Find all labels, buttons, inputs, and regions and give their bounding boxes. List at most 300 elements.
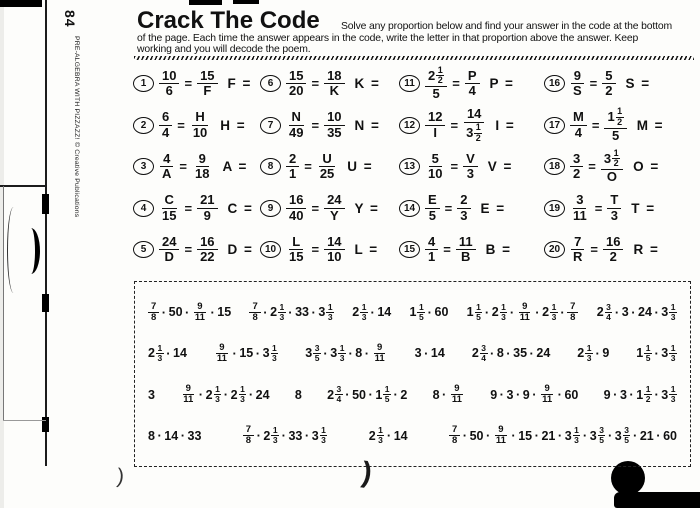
proportion-rhs	[192, 152, 212, 182]
small-fraction	[585, 344, 593, 364]
proportion-rhs	[190, 110, 210, 140]
number: 3	[148, 387, 155, 402]
answer-label: H =	[220, 117, 247, 133]
problem-item	[544, 229, 693, 271]
denominator: 11	[519, 311, 530, 323]
multiplication-dot: ·	[534, 428, 539, 444]
denominator: 2	[437, 75, 443, 86]
number: 14	[466, 106, 482, 122]
denominator	[464, 167, 477, 182]
small-fraction	[550, 303, 558, 323]
numerator: 1	[327, 301, 333, 312]
multiplication-dot: ·	[288, 304, 293, 320]
denominator: 3	[670, 352, 676, 363]
number: M	[573, 109, 584, 125]
numerator	[286, 152, 299, 168]
small-fraction	[669, 303, 677, 323]
number: 50	[352, 387, 366, 402]
numerator	[607, 193, 621, 209]
numerator: 9	[519, 302, 530, 313]
fraction	[539, 384, 555, 406]
number: 15	[289, 249, 304, 265]
problem-number: 4	[133, 200, 154, 217]
denominator: 5	[476, 311, 481, 322]
answer-label: N =	[354, 117, 381, 133]
fraction	[493, 425, 509, 447]
denominator: 3	[279, 311, 285, 322]
number: S	[573, 83, 582, 99]
whole-number: 3	[330, 346, 338, 361]
numerator	[162, 193, 177, 209]
problem-item	[544, 63, 693, 105]
page-number: 84	[62, 10, 78, 28]
mixed-number	[231, 385, 247, 405]
answer-label: D =	[227, 242, 254, 258]
mixed-number	[577, 344, 593, 364]
proportion-lhs	[425, 110, 445, 140]
number: 9	[573, 67, 581, 83]
publisher-line-2: © Creative Publications	[73, 141, 80, 217]
denominator: 3	[339, 352, 345, 363]
numerator: 3	[599, 424, 604, 435]
numerator: 3	[314, 342, 320, 353]
numerator: 1	[551, 301, 557, 312]
number: 33	[295, 305, 310, 320]
multiplication-dot: ·	[386, 428, 392, 444]
mixed-number	[327, 385, 343, 405]
number: A	[162, 166, 172, 182]
numerator	[289, 110, 304, 126]
numerator: 9	[541, 384, 552, 395]
equals-sign: =	[452, 76, 460, 92]
numerator: 1	[339, 342, 345, 353]
denominator: 3	[240, 394, 245, 405]
whole-number: 2	[205, 387, 213, 402]
numerator: 9	[495, 425, 506, 436]
numerator	[289, 235, 303, 251]
problem-number: 18	[544, 158, 565, 175]
problem-number: 6	[260, 75, 281, 92]
number: 8	[496, 346, 504, 361]
multiplication-dot: ·	[232, 345, 237, 361]
denominator	[286, 209, 306, 224]
denominator: 3	[574, 435, 579, 446]
multiplication-dot: ·	[166, 345, 171, 361]
numerator: 1	[418, 301, 424, 312]
number: 60	[434, 305, 449, 320]
denominator: 3	[586, 352, 592, 363]
fraction	[517, 302, 533, 324]
multiplication-dot: ·	[256, 428, 261, 444]
equals-sign: =	[591, 117, 600, 133]
number: 22	[200, 249, 215, 265]
number: 3	[576, 192, 584, 208]
problem-item	[399, 188, 544, 230]
numerator	[159, 235, 179, 251]
fraction	[449, 425, 460, 447]
number: 60	[564, 387, 579, 402]
equals-sign: =	[311, 242, 320, 258]
number: P	[467, 67, 477, 83]
number: 5	[611, 127, 620, 143]
number: 11	[573, 207, 587, 223]
proportion-lhs	[570, 69, 585, 99]
equals-sign: =	[590, 242, 598, 258]
denominator: 4	[606, 311, 611, 322]
denominator	[570, 209, 590, 224]
small-fraction	[474, 123, 482, 144]
problem-number: 16	[544, 75, 565, 92]
code-box	[134, 281, 691, 467]
multiplication-dot: ·	[424, 345, 429, 361]
number: K	[329, 83, 339, 99]
answer-label: L =	[354, 242, 379, 258]
numerator	[570, 152, 583, 168]
numerator: 7	[148, 302, 159, 313]
problem-item	[544, 146, 693, 188]
denominator: 3	[378, 435, 383, 446]
equals-sign: =	[184, 76, 193, 92]
fraction	[180, 384, 196, 406]
numerator	[604, 107, 626, 129]
mixed-number	[565, 426, 581, 446]
proportion-rhs	[465, 69, 480, 99]
number: 15	[518, 428, 533, 443]
denominator: 11	[194, 311, 205, 323]
numerator	[192, 110, 207, 126]
number: N	[291, 109, 301, 125]
whole-number: 2	[491, 305, 499, 320]
denominator: 3	[272, 435, 278, 446]
numerator: 1	[361, 301, 367, 312]
denominator	[430, 126, 440, 141]
denominator	[466, 84, 479, 99]
denominator: 5	[645, 352, 651, 363]
numerator	[601, 149, 623, 171]
whole-number: 1	[636, 346, 644, 361]
number: B	[461, 249, 471, 265]
number: 3	[610, 207, 618, 223]
multiplication-dot: ·	[368, 387, 373, 403]
code-expression	[472, 344, 550, 364]
whole-number: 3	[661, 387, 669, 402]
proportion-rhs	[601, 149, 623, 185]
code-expression	[148, 344, 187, 364]
number: F	[203, 83, 212, 99]
numerator	[429, 152, 442, 168]
code-expression	[180, 384, 269, 406]
code-expression	[327, 385, 407, 405]
multiplication-dot: ·	[393, 387, 398, 403]
multiplication-dot: ·	[656, 428, 661, 444]
denominator	[425, 167, 445, 182]
scan-mark-top-1	[189, 0, 222, 5]
multiplication-dot: ·	[345, 387, 350, 403]
numerator: 1	[617, 106, 623, 117]
small-fraction	[669, 385, 677, 405]
number: 12	[428, 109, 443, 125]
denominator: 8	[451, 435, 458, 447]
denominator	[159, 209, 179, 224]
proportion-rhs	[607, 193, 621, 223]
paren-mark-thin	[7, 207, 20, 293]
number: 7	[574, 233, 582, 249]
page-fold-line	[45, 0, 47, 466]
number: 14	[430, 346, 445, 361]
equals-sign: =	[177, 117, 185, 133]
number: 16	[289, 192, 304, 208]
small-fraction	[156, 344, 164, 364]
numerator: 3	[624, 424, 629, 435]
number: 4	[574, 124, 583, 140]
code-row	[135, 425, 690, 447]
number: 24	[255, 387, 270, 402]
proportion-lhs	[159, 235, 179, 265]
number: 3	[621, 305, 629, 320]
small-fraction	[326, 303, 334, 323]
whole-number: 3	[466, 124, 474, 140]
number: 33	[288, 428, 303, 443]
whole-number: 3	[262, 346, 270, 361]
mixed-number	[604, 149, 620, 170]
tab-outline-vertical	[3, 186, 4, 421]
numerator	[463, 152, 478, 168]
whole-number: 2	[352, 305, 360, 320]
mixed-number	[661, 344, 677, 364]
mixed-number	[615, 426, 631, 446]
denominator	[457, 209, 470, 224]
denominator: 4	[481, 352, 486, 363]
small-fraction	[669, 344, 677, 364]
code-expression	[249, 302, 334, 324]
numerator: 1	[613, 147, 619, 158]
number: 3	[466, 166, 475, 182]
code-expression	[243, 425, 328, 447]
number: 15	[162, 207, 177, 223]
number: 8	[355, 346, 363, 361]
mixed-number	[466, 123, 482, 144]
mixed-number	[318, 303, 334, 323]
mixed-number	[597, 303, 613, 323]
code-expression	[148, 429, 201, 443]
proportion-rhs	[197, 69, 217, 99]
scan-bar-bottom-right	[614, 492, 700, 508]
denominator	[570, 250, 585, 265]
number: 49	[289, 124, 304, 140]
code-expression	[577, 344, 609, 364]
denominator: 3	[361, 311, 367, 322]
scan-mark-top-2	[233, 0, 259, 4]
whole-number: 3	[311, 428, 319, 443]
squiggle-divider	[134, 56, 694, 60]
denominator: 3	[670, 394, 676, 405]
denominator: 2	[645, 394, 651, 405]
denominator: 5	[624, 435, 629, 446]
multiplication-dot: ·	[281, 428, 286, 444]
multiplication-dot: ·	[557, 428, 563, 444]
numerator: 1	[670, 301, 676, 312]
number: 15	[217, 305, 232, 320]
problem-item	[399, 63, 544, 105]
problem-number: 17	[544, 117, 565, 134]
multiplication-dot: ·	[223, 387, 229, 403]
numerator: 9	[216, 343, 227, 354]
number: C	[164, 192, 174, 208]
fraction	[449, 384, 465, 406]
number: 50	[469, 428, 484, 443]
mixed-number	[661, 303, 677, 323]
equals-sign: =	[184, 242, 193, 258]
number: 9	[602, 346, 610, 361]
problem-item	[133, 105, 260, 147]
number: 10	[162, 67, 177, 83]
whole-number: 2	[263, 428, 271, 443]
denominator: 8	[151, 311, 157, 323]
number: 10	[428, 166, 443, 182]
mixed-number	[492, 303, 508, 323]
equals-sign: =	[311, 200, 320, 216]
problem-item	[260, 146, 399, 188]
fraction	[192, 302, 208, 324]
numerator: 9	[183, 384, 194, 395]
problem-number: 12	[399, 117, 420, 134]
proportion-rhs	[604, 107, 626, 143]
equals-sign: =	[304, 159, 312, 175]
denominator	[163, 84, 176, 99]
proportion-rhs	[324, 193, 344, 223]
proportion-lhs	[570, 193, 590, 223]
proportion-lhs	[425, 66, 447, 102]
proportion-lhs	[286, 69, 306, 99]
mixed-number	[352, 303, 368, 323]
number: 15	[289, 67, 304, 83]
numerator	[319, 152, 334, 168]
numerator: 1	[321, 424, 326, 435]
multiplication-dot: ·	[511, 428, 516, 444]
whole-number: 2	[577, 346, 585, 361]
multiplication-dot: ·	[560, 304, 565, 320]
denominator	[286, 167, 299, 182]
proportion-rhs	[324, 235, 344, 265]
numerator	[573, 193, 586, 209]
equals-sign: =	[588, 159, 596, 175]
denominator	[324, 250, 344, 265]
denominator: 3	[157, 352, 163, 363]
code-expression	[214, 343, 278, 365]
binding-tick-2	[42, 294, 49, 312]
numerator	[571, 235, 584, 251]
multiplication-dot: ·	[462, 428, 468, 444]
multiplication-dot: ·	[595, 345, 600, 361]
numerator: 7	[567, 302, 578, 313]
denominator: 5	[599, 435, 604, 446]
number: 24	[638, 305, 652, 320]
number: 8	[148, 428, 155, 443]
denominator: 11	[216, 352, 227, 364]
numerator: 1	[501, 301, 506, 312]
mixed-number	[330, 344, 346, 364]
problem-item	[260, 63, 399, 105]
proportion-lhs	[159, 110, 172, 140]
code-expression	[467, 302, 579, 324]
numerator	[602, 69, 615, 85]
denominator	[463, 123, 485, 144]
margin-rule	[0, 185, 46, 187]
mixed-number	[409, 303, 425, 323]
answer-label: A =	[222, 159, 248, 175]
proportion-rhs	[463, 107, 485, 143]
number: 9	[603, 387, 611, 402]
number: 5	[432, 86, 440, 102]
multiplication-dot: ·	[557, 387, 562, 403]
problems-grid	[133, 63, 695, 271]
code-expression	[490, 384, 578, 406]
whole-number: 1	[409, 305, 417, 320]
numerator: 9	[374, 343, 385, 354]
numerator	[196, 152, 209, 168]
multiplication-dot: ·	[255, 345, 261, 361]
number: 9	[198, 150, 206, 166]
denominator: 3	[551, 311, 557, 322]
equals-sign: =	[311, 117, 320, 133]
numerator: 1	[476, 301, 481, 312]
numerator: 1	[272, 342, 277, 353]
code-expression	[604, 385, 677, 405]
number: Y	[329, 207, 339, 223]
numerator	[197, 69, 217, 85]
number: 8	[294, 387, 302, 402]
denominator: 3	[215, 394, 220, 405]
instructions-line-2: of the page. Each time the answer appears in the code, write the letter in that proportion above the answer. Keep	[137, 33, 639, 44]
numerator: 1	[279, 301, 285, 312]
answer-label: U =	[347, 159, 374, 175]
numerator: 1	[437, 64, 443, 75]
number: 9	[522, 387, 530, 402]
numerator: 9	[194, 302, 205, 313]
equals-sign: =	[184, 200, 193, 216]
whole-number: 2	[148, 346, 155, 361]
number: 16	[200, 233, 215, 249]
whole-number: 3	[564, 428, 572, 443]
multiplication-dot: ·	[506, 345, 511, 361]
small-fraction	[320, 426, 328, 446]
number: 21	[639, 428, 654, 443]
problem-number: 8	[260, 158, 281, 175]
number: D	[164, 249, 174, 265]
small-fraction	[417, 303, 425, 323]
multiplication-dot: ·	[631, 304, 636, 320]
fraction	[249, 302, 260, 324]
number: 60	[663, 428, 677, 443]
small-fraction	[475, 303, 483, 323]
number: 5	[428, 207, 436, 223]
number: 35	[327, 124, 342, 140]
numerator	[160, 152, 173, 168]
number: 5	[605, 67, 613, 83]
numerator: 1	[645, 383, 651, 394]
whole-number: 2	[230, 387, 238, 402]
multiplication-dot: ·	[185, 304, 190, 320]
answer-label: T =	[631, 200, 656, 216]
tab-outline-horizontal	[3, 420, 46, 421]
denominator	[286, 126, 306, 141]
denominator	[572, 126, 585, 141]
multiplication-dot: ·	[323, 345, 328, 361]
small-fraction	[377, 426, 385, 446]
number: 14	[173, 346, 187, 361]
problem-number: 20	[544, 241, 565, 258]
code-expression	[433, 384, 465, 406]
